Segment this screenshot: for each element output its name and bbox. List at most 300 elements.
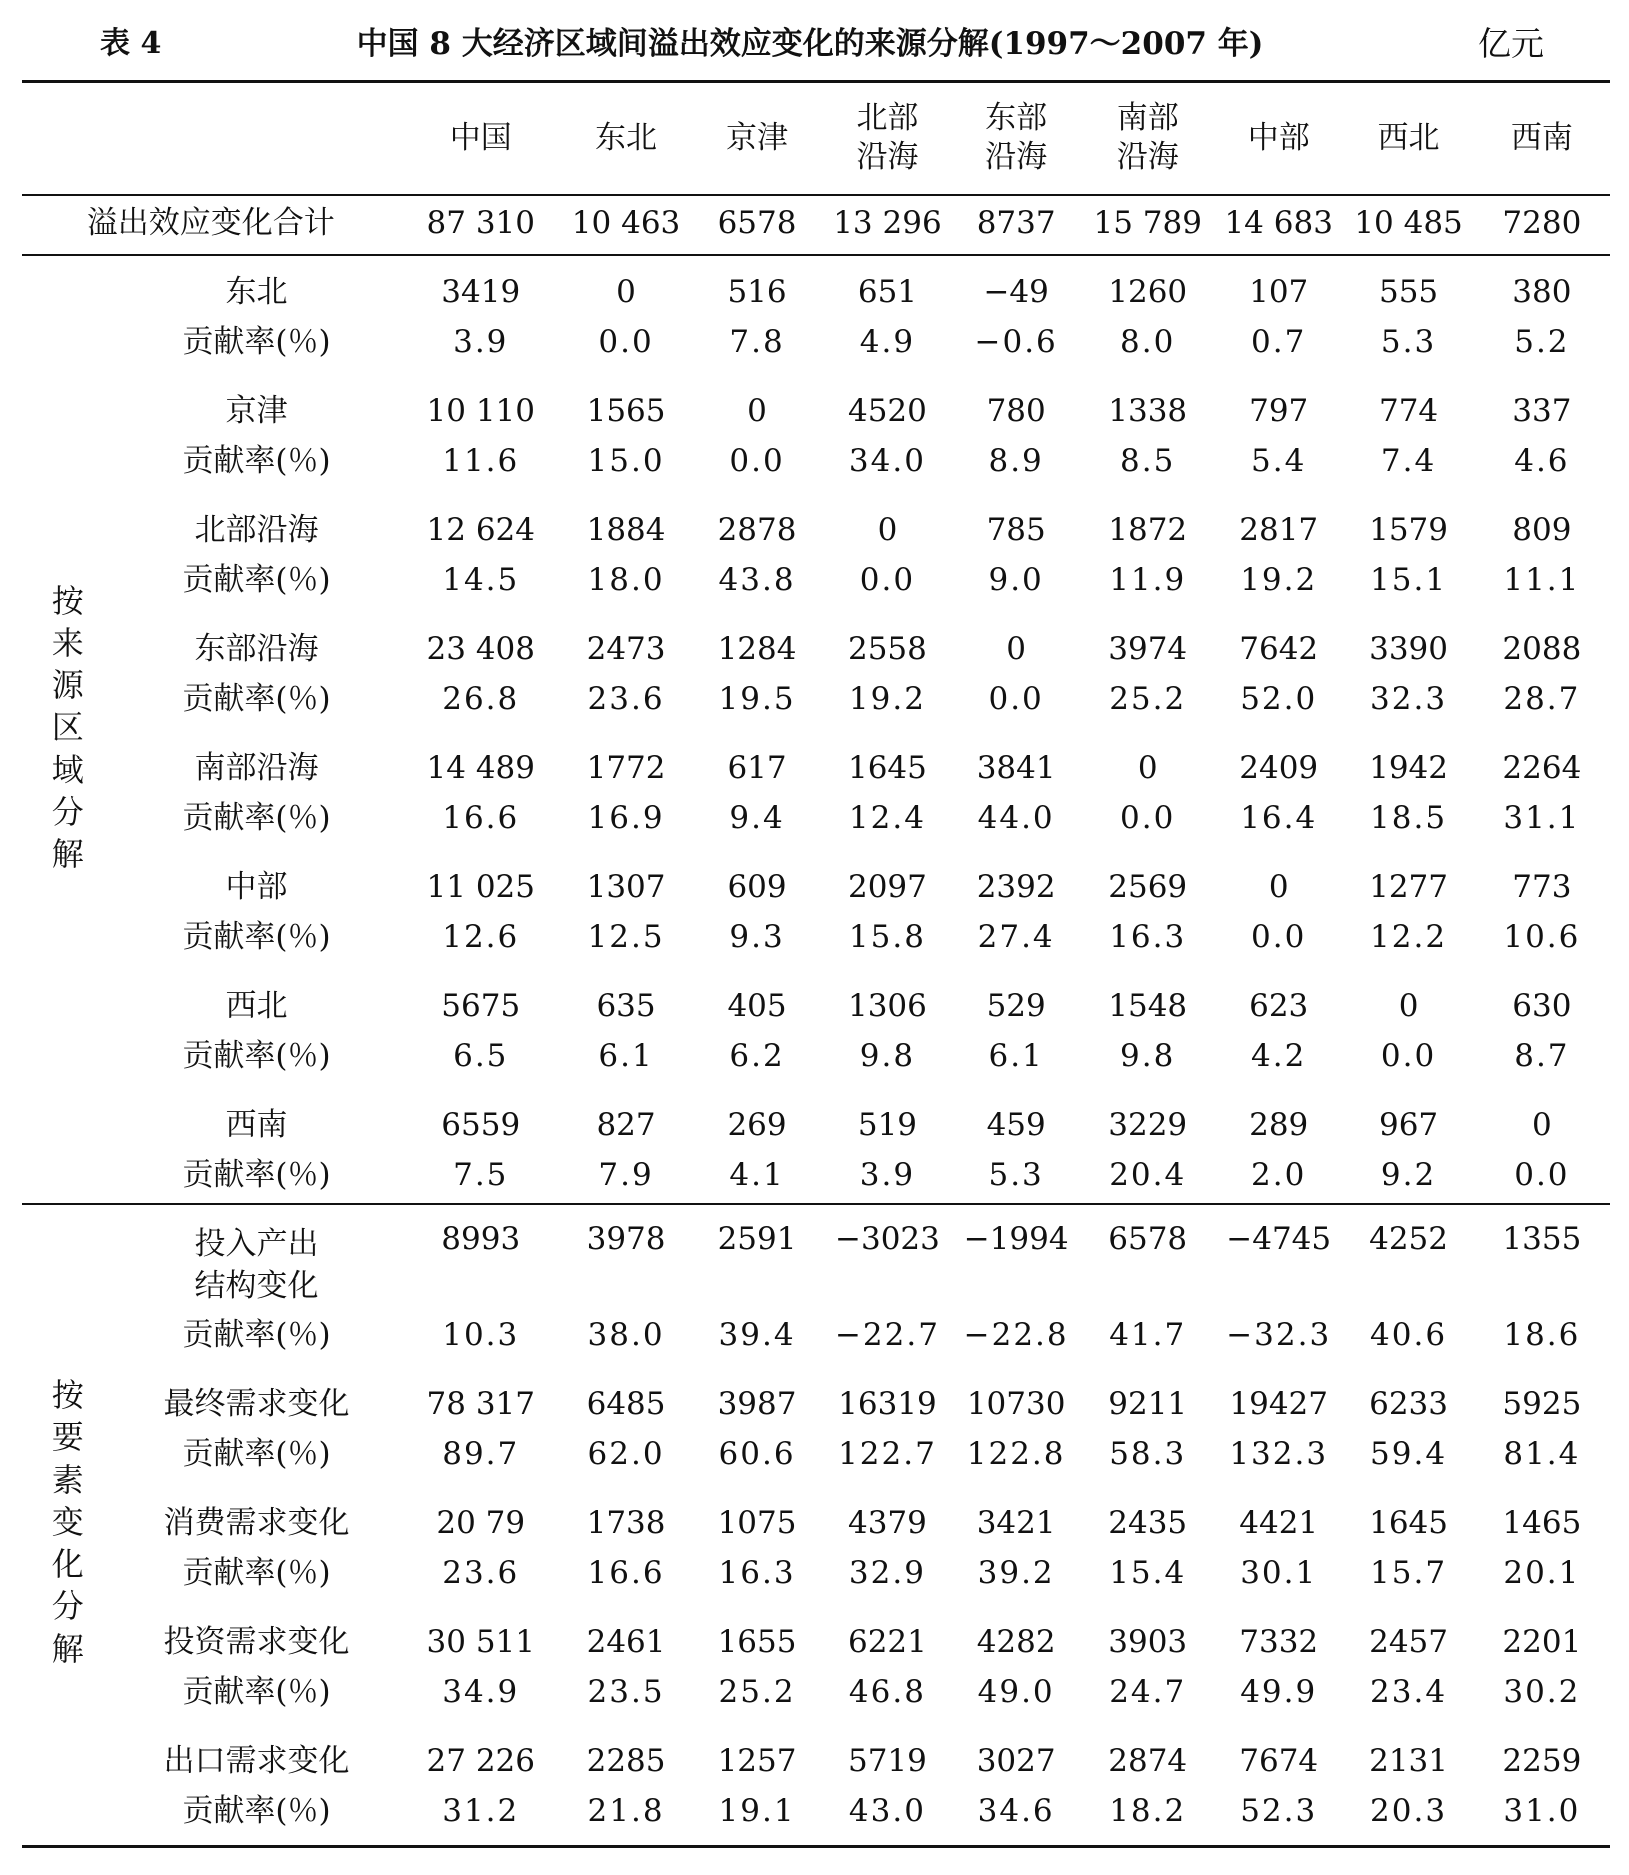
value-cell: 0 [1268, 869, 1289, 906]
value-cell: 2558 [847, 631, 927, 668]
value-cell: 4520 [847, 393, 927, 430]
value-cell: −49 [983, 274, 1049, 311]
percent-cell: 0.0 [1380, 1038, 1437, 1075]
value-cell: 1548 [1108, 988, 1188, 1025]
value-cell: 6578 [1108, 1221, 1188, 1257]
value-row [22, 1499, 1610, 1549]
column-header [1081, 82, 1214, 194]
percent-cell: 4.1 [729, 1157, 785, 1194]
bottom-rule [22, 1845, 1610, 1848]
header-corner [22, 82, 400, 194]
spacer-cell [114, 487, 1610, 506]
value-cell: 1884 [586, 512, 666, 549]
percent-cell: 24.7 [1109, 1674, 1187, 1711]
row-label: 东部沿海 [194, 631, 319, 668]
percent-cell: 39.2 [977, 1555, 1055, 1592]
percent-row [22, 1549, 1610, 1599]
column-header-line: 东部 [985, 100, 1048, 137]
percent-cell: 12.2 [1370, 919, 1448, 956]
value-cell: 30 511 [426, 1624, 535, 1661]
value-cell: 0 [1398, 988, 1419, 1025]
percent-cell: −32.3 [1226, 1317, 1332, 1354]
percent-cell: 20.1 [1503, 1555, 1581, 1592]
value-cell: 2264 [1502, 750, 1582, 787]
value-cell: 4421 [1239, 1505, 1319, 1542]
percent-cell: 32.9 [848, 1555, 926, 1592]
percent-cell: 7.5 [453, 1157, 509, 1194]
percent-cell: 34.6 [977, 1793, 1055, 1830]
percent-cell: 8.5 [1120, 443, 1176, 480]
column-header [1474, 82, 1610, 194]
column-header-line: 京津 [726, 119, 789, 156]
value-cell: 0 [877, 512, 898, 549]
percent-cell: 15.4 [1109, 1555, 1187, 1592]
percent-cell: 19.2 [1240, 562, 1318, 599]
value-cell: 635 [596, 988, 656, 1025]
percent-cell: 16.9 [587, 800, 665, 837]
value-cell: 3027 [976, 1743, 1056, 1780]
value-cell: 10 110 [426, 393, 535, 430]
percent-cell: 43.0 [848, 1793, 926, 1830]
percent-cell: −0.6 [974, 324, 1058, 361]
percent-cell: 18.6 [1503, 1317, 1581, 1354]
value-cell: 5675 [441, 988, 521, 1025]
header-rule [22, 194, 1610, 196]
percent-row [22, 794, 1610, 844]
value-cell: 7674 [1239, 1743, 1319, 1780]
percent-row [22, 1311, 1610, 1361]
value-row [22, 1101, 1610, 1151]
percent-cell: 25.2 [1109, 681, 1187, 718]
spacer-row [22, 487, 1610, 506]
column-header [690, 82, 824, 194]
value-cell: 5925 [1502, 1386, 1582, 1423]
value-cell: 23 408 [426, 631, 535, 668]
value-cell: 20 79 [436, 1505, 526, 1542]
percent-cell: 26.8 [442, 681, 520, 718]
percent-row [22, 1430, 1610, 1480]
percent-cell: 19.2 [848, 681, 926, 718]
percent-cell: 14.5 [442, 562, 520, 599]
percent-cell: 9.4 [729, 800, 785, 837]
value-cell: 1655 [717, 1624, 797, 1661]
value-cell: 6221 [847, 1624, 927, 1661]
percent-cell: 15.8 [848, 919, 926, 956]
value-cell: 12 624 [426, 512, 535, 549]
total-cell: 8737 [976, 205, 1056, 242]
value-cell: 2473 [586, 631, 666, 668]
row-label [114, 1618, 400, 1668]
value-cell: 16319 [838, 1386, 937, 1423]
percent-cell: 8.0 [1120, 324, 1176, 361]
value-cell: 785 [986, 512, 1046, 549]
column-header-line: 东北 [595, 119, 658, 156]
spacer-row [22, 1207, 1610, 1221]
percent-cell: 16.3 [1109, 919, 1187, 956]
value-cell: 2457 [1369, 1624, 1448, 1661]
percent-label: 贡献率(％) [182, 800, 331, 837]
value-cell: 1772 [586, 750, 666, 787]
value-cell: −3023 [835, 1221, 940, 1257]
spacer-row [22, 1082, 1610, 1101]
percent-label: 贡献率(％) [182, 1555, 331, 1592]
percent-cell: 16.3 [718, 1555, 796, 1592]
value-cell: 651 [857, 274, 918, 311]
column-header [1343, 82, 1473, 194]
group-label-region [22, 254, 114, 1201]
total-cell: 6578 [717, 205, 797, 242]
value-cell: 3419 [441, 274, 521, 311]
value-cell: 1579 [1369, 512, 1448, 549]
value-cell: 797 [1249, 393, 1309, 430]
group-label-region-text: 按来源区域分解 [51, 581, 84, 874]
value-cell: 780 [986, 393, 1046, 430]
row-label-line: 消费需求变化 [163, 1505, 350, 1542]
percent-cell: 0.0 [1251, 919, 1307, 956]
percent-label: 贡献率(％) [182, 1674, 331, 1711]
value-row [22, 625, 1610, 675]
percent-cell: 132.3 [1229, 1436, 1329, 1473]
value-cell: 2201 [1502, 1624, 1582, 1661]
row-label: 西南 [225, 1107, 288, 1144]
column-header-line: 中国 [449, 119, 512, 156]
percent-cell: 31.0 [1503, 1793, 1581, 1830]
value-row [22, 744, 1610, 794]
percent-row [22, 675, 1610, 725]
total-cell: 14 683 [1224, 205, 1333, 242]
row-label: 中部 [225, 869, 288, 906]
table-title: 中国 8 大经济区域间溢出效应变化的来源分解(1997～2007 年) [356, 26, 1264, 62]
value-cell: 630 [1512, 988, 1572, 1025]
percent-cell: 12.4 [848, 800, 926, 837]
percent-cell: 0.0 [1514, 1157, 1570, 1194]
spacer-row [22, 1361, 1610, 1380]
spacer-cell [114, 606, 1610, 625]
value-cell: 1355 [1502, 1221, 1582, 1257]
spacer-row [22, 1480, 1610, 1499]
percent-cell: 5.3 [988, 1157, 1044, 1194]
percent-cell: 89.7 [442, 1436, 520, 1473]
value-cell: 529 [986, 988, 1046, 1025]
percent-label: 贡献率(％) [182, 1793, 331, 1830]
total-rule [22, 254, 1610, 256]
percent-cell: 18.2 [1109, 1793, 1187, 1830]
value-cell: 405 [727, 988, 787, 1025]
value-cell: 609 [727, 869, 787, 906]
row-label: 西北 [225, 988, 288, 1025]
value-cell: 1260 [1108, 274, 1188, 311]
value-cell: 9211 [1108, 1386, 1188, 1423]
value-row [22, 1221, 1610, 1311]
value-cell: 1565 [586, 393, 666, 430]
percent-row [22, 1787, 1610, 1837]
row-label: 京津 [225, 393, 288, 430]
value-cell: 4282 [976, 1624, 1056, 1661]
value-cell: 5719 [847, 1743, 927, 1780]
total-cell: 10 485 [1354, 205, 1463, 242]
percent-cell: 10.6 [1503, 919, 1581, 956]
percent-cell: 30.2 [1503, 1674, 1581, 1711]
spacer-row [22, 725, 1610, 744]
percent-cell: 8.9 [988, 443, 1044, 480]
total-cell: 15 789 [1093, 205, 1202, 242]
value-cell: 1257 [717, 1743, 797, 1780]
total-cell: 13 296 [833, 205, 942, 242]
value-row [22, 1380, 1610, 1430]
percent-cell: 44.0 [977, 800, 1055, 837]
percent-cell: 18.0 [587, 562, 665, 599]
percent-cell: 81.4 [1503, 1436, 1581, 1473]
total-row [22, 194, 1610, 254]
percent-cell: 41.7 [1109, 1317, 1187, 1354]
value-row [22, 506, 1610, 556]
value-cell: 4252 [1369, 1221, 1448, 1257]
percent-label: 贡献率(％) [182, 1436, 331, 1473]
spacer-row [22, 844, 1610, 863]
percent-cell: 5.2 [1514, 324, 1570, 361]
percent-cell: 20.4 [1109, 1157, 1187, 1194]
value-cell: 2097 [847, 869, 927, 906]
value-cell: 809 [1512, 512, 1572, 549]
percent-cell: 9.2 [1380, 1157, 1437, 1194]
percent-cell: 7.8 [729, 324, 785, 361]
value-cell: 623 [1249, 988, 1309, 1025]
percent-cell: 0.0 [859, 562, 916, 599]
value-cell: −1994 [963, 1221, 1069, 1257]
value-cell: 1465 [1502, 1505, 1582, 1542]
percent-cell: 10.3 [442, 1317, 520, 1354]
percent-cell: 12.6 [442, 919, 520, 956]
value-cell: 0 [1137, 750, 1158, 787]
percent-cell: 16.6 [442, 800, 520, 837]
percent-cell: 20.3 [1370, 1793, 1448, 1830]
value-cell: 2591 [717, 1221, 797, 1257]
percent-cell: 40.6 [1370, 1317, 1448, 1354]
value-cell: 3390 [1369, 631, 1448, 668]
percent-cell: 16.4 [1240, 800, 1318, 837]
percent-label: 贡献率(％) [182, 1038, 331, 1075]
column-header-line: 沿海 [985, 139, 1048, 175]
percent-cell: 23.6 [587, 681, 665, 718]
percent-cell: 32.3 [1370, 681, 1448, 718]
percent-cell: 15.7 [1370, 1555, 1448, 1592]
column-header [824, 82, 951, 194]
spacer-row [22, 1718, 1610, 1737]
percent-cell: 31.2 [442, 1793, 520, 1830]
percent-cell: 2.0 [1251, 1157, 1307, 1194]
value-cell: 14 489 [426, 750, 535, 787]
value-cell: 337 [1512, 393, 1572, 430]
percent-cell: 19.1 [718, 1793, 796, 1830]
percent-cell: 23.5 [587, 1674, 665, 1711]
value-cell: 827 [596, 1107, 656, 1144]
percent-cell: 11.1 [1503, 562, 1581, 599]
percent-cell: 58.3 [1109, 1436, 1187, 1473]
percent-cell: 25.2 [718, 1674, 796, 1711]
percent-cell: 6.2 [729, 1038, 785, 1075]
percent-cell: 5.3 [1380, 324, 1437, 361]
table-number: 表 4 [100, 26, 162, 61]
value-cell: 11 025 [426, 869, 535, 906]
percent-cell: 34.9 [442, 1674, 520, 1711]
percent-label: 贡献率(％) [182, 919, 331, 956]
table-caption [0, 12, 1629, 62]
percent-cell: 28.7 [1503, 681, 1581, 718]
percent-cell: 27.4 [977, 919, 1055, 956]
value-row [22, 1737, 1610, 1787]
row-label [114, 1380, 400, 1430]
percent-cell: 39.4 [718, 1317, 796, 1354]
value-cell: 6233 [1369, 1386, 1448, 1423]
column-header-line: 中部 [1247, 119, 1310, 156]
value-cell: 1307 [586, 869, 666, 906]
percent-cell: 6.1 [988, 1038, 1044, 1075]
percent-cell: 38.0 [587, 1317, 665, 1354]
column-header-line: 西南 [1510, 119, 1573, 156]
value-row [22, 982, 1610, 1032]
value-cell: 10730 [966, 1386, 1066, 1423]
value-cell: 27 226 [426, 1743, 535, 1780]
value-row [22, 1618, 1610, 1668]
percent-cell: 6.5 [453, 1038, 509, 1075]
column-header [1214, 82, 1343, 194]
percent-cell: 43.8 [718, 562, 796, 599]
percent-cell: 19.5 [718, 681, 796, 718]
value-cell: 19427 [1229, 1386, 1329, 1423]
value-cell: 555 [1378, 274, 1439, 311]
value-cell: 774 [1378, 393, 1439, 430]
spacer-cell [114, 1480, 1610, 1499]
value-cell: 269 [727, 1107, 787, 1144]
percent-cell: 21.8 [587, 1793, 665, 1830]
percent-cell: 23.6 [442, 1555, 520, 1592]
data-table [22, 82, 1610, 1837]
value-cell: 2392 [976, 869, 1056, 906]
value-cell: 1645 [847, 750, 927, 787]
percent-row [22, 556, 1610, 606]
percent-cell: 0.0 [1120, 800, 1176, 837]
section-rule [22, 1203, 1610, 1205]
value-cell: 7332 [1239, 1624, 1319, 1661]
value-cell: −4745 [1226, 1221, 1332, 1257]
value-cell: 1277 [1369, 869, 1448, 906]
percent-cell: 0.0 [598, 324, 654, 361]
percent-cell: 7.4 [1380, 443, 1437, 480]
row-label-line: 投资需求变化 [163, 1624, 350, 1661]
value-cell: 2088 [1502, 631, 1582, 668]
value-cell: 3421 [976, 1505, 1056, 1542]
row-label-line: 出口需求变化 [163, 1743, 350, 1780]
percent-cell: 8.7 [1514, 1038, 1570, 1075]
percent-cell: 49.0 [977, 1674, 1055, 1711]
value-cell: 2817 [1239, 512, 1319, 549]
value-cell: 8993 [441, 1221, 521, 1257]
spacer-row [22, 1599, 1610, 1618]
percent-cell: 49.9 [1240, 1674, 1318, 1711]
spacer-cell [114, 844, 1610, 863]
percent-label: 贡献率(％) [182, 562, 331, 599]
value-cell: 1284 [717, 631, 797, 668]
percent-cell: −22.7 [834, 1317, 940, 1354]
value-cell: 2259 [1502, 1743, 1582, 1780]
percent-row [22, 1151, 1610, 1201]
value-cell: 2569 [1108, 869, 1188, 906]
column-header [951, 82, 1081, 194]
percent-row [22, 913, 1610, 963]
value-cell: 519 [857, 1107, 918, 1144]
value-cell: 1942 [1369, 750, 1448, 787]
percent-cell: 3.9 [859, 1157, 916, 1194]
percent-cell: 6.1 [598, 1038, 654, 1075]
percent-cell: 11.6 [442, 443, 520, 480]
value-cell: 2461 [586, 1624, 666, 1661]
spacer-row [22, 254, 1610, 268]
column-header-line: 西北 [1377, 119, 1440, 156]
percent-cell: 18.5 [1370, 800, 1448, 837]
total-cell: 87 310 [426, 205, 535, 242]
percent-cell: 0.0 [729, 443, 785, 480]
percent-cell: 122.8 [966, 1436, 1066, 1473]
row-label: 南部沿海 [194, 750, 319, 787]
value-cell: 6485 [586, 1386, 666, 1423]
percent-label: 贡献率(％) [182, 443, 331, 480]
percent-cell: 9.3 [729, 919, 785, 956]
value-cell: 2409 [1239, 750, 1319, 787]
value-cell: 1872 [1108, 512, 1188, 549]
value-cell: 2285 [586, 1743, 666, 1780]
percent-cell: 62.0 [587, 1436, 665, 1473]
row-label-line: 结构变化 [194, 1268, 319, 1304]
value-cell: 1338 [1108, 393, 1188, 430]
value-cell: 78 317 [426, 1386, 535, 1423]
value-cell: 3229 [1108, 1107, 1188, 1144]
value-row [22, 387, 1610, 437]
table-unit: 亿元 [1478, 24, 1544, 63]
percent-cell: 60.6 [718, 1436, 796, 1473]
value-cell: 0 [616, 274, 636, 311]
value-cell: 2435 [1108, 1505, 1188, 1542]
value-cell: 2878 [717, 512, 797, 549]
percent-cell: 11.9 [1109, 562, 1187, 599]
value-cell: 3978 [586, 1221, 666, 1257]
percent-cell: 4.2 [1251, 1038, 1307, 1075]
value-cell: 2131 [1369, 1743, 1448, 1780]
total-label: 溢出效应变化合计 [86, 205, 335, 242]
column-header-line: 沿海 [1116, 139, 1179, 175]
percent-cell: 9.8 [859, 1038, 916, 1075]
percent-row [22, 1668, 1610, 1718]
row-label [114, 1737, 400, 1787]
value-cell: 516 [727, 274, 787, 311]
percent-cell: 46.8 [848, 1674, 926, 1711]
percent-cell: 23.4 [1370, 1674, 1448, 1711]
percent-cell: 4.9 [859, 324, 916, 361]
value-cell: 967 [1378, 1107, 1439, 1144]
percent-cell: 0.0 [988, 681, 1044, 718]
value-cell: 2874 [1108, 1743, 1188, 1780]
percent-cell: 9.0 [988, 562, 1044, 599]
value-cell: 773 [1512, 869, 1572, 906]
percent-cell: 31.1 [1503, 800, 1581, 837]
row-label-line: 投入产出 [194, 1226, 319, 1263]
spacer-cell [114, 254, 1610, 268]
percent-cell: 3.9 [453, 324, 509, 361]
column-header-line: 南部 [1116, 100, 1179, 137]
percent-cell: −22.8 [963, 1317, 1069, 1354]
percent-cell: 7.9 [598, 1157, 654, 1194]
percent-label: 贡献率(％) [182, 1157, 331, 1194]
group-label-factor [22, 1207, 114, 1837]
